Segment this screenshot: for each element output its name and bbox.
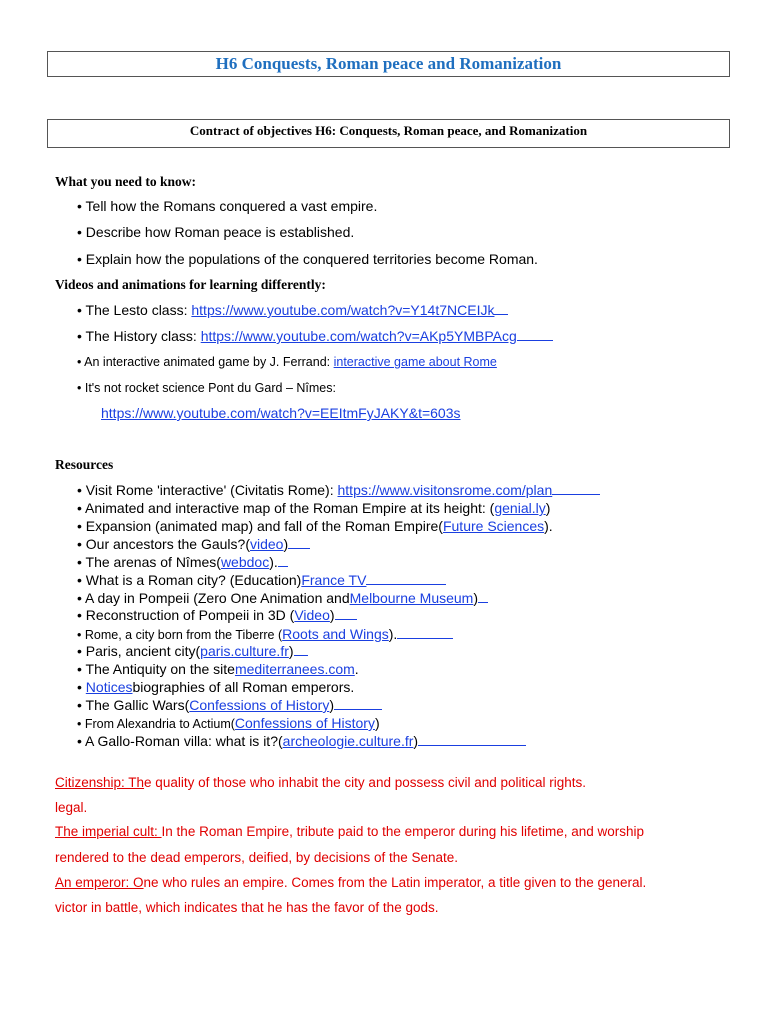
video-label: • An interactive animated game by J. Ferrand:	[77, 355, 334, 369]
resource-suffix: )	[288, 643, 294, 659]
resource-link[interactable]: Melbourne Museum	[349, 590, 474, 606]
know-item: • Explain how the populations of the conquered territories become Roman.	[77, 251, 538, 267]
link-underline	[294, 643, 308, 656]
resource-label: • A day in Pompeii (Zero One Animation and	[77, 590, 350, 606]
resource-label: • The Gallic Wars(	[77, 697, 190, 713]
game-link[interactable]: interactive game about Rome	[333, 355, 497, 369]
resource-suffix: )	[413, 733, 419, 749]
resource-item	[77, 661, 359, 677]
know-item: • Tell how the Romans conquered a vast empire.	[77, 198, 378, 214]
resource-suffix: ).	[269, 554, 278, 570]
resource-suffix: ).	[544, 518, 553, 534]
resource-suffix: .	[354, 661, 359, 677]
resource-label: • Expansion (animated map) and fall of the Roman Empire(	[77, 518, 443, 534]
resource-item	[77, 500, 550, 516]
link-underline	[552, 482, 600, 495]
resource-item	[77, 536, 310, 552]
link-underline	[517, 328, 553, 341]
lesto-link[interactable]: https://www.youtube.com/watch?v=Y14t7NCEIJk	[191, 302, 495, 318]
resource-label: • What is a Roman city? (Education)	[77, 572, 302, 588]
resource-label: • Paris, ancient city(	[77, 643, 201, 659]
definition-imperial-cult-cont: rendered to the dead emperors, deified, by decisions of the Senate.	[55, 850, 459, 865]
definition-term: An emperor: O	[55, 875, 144, 890]
link-underline	[334, 697, 382, 710]
video-item-lesto	[77, 302, 508, 318]
resource-item	[77, 697, 382, 713]
resource-item	[77, 590, 488, 606]
resource-link[interactable]: paris.culture.fr	[200, 643, 289, 659]
video-item-history	[77, 328, 553, 344]
history-link[interactable]: https://www.youtube.com/watch?v=AKp5YMBPAcg	[200, 328, 517, 344]
resource-label: • A Gallo-Roman villa: what is it?(	[77, 733, 283, 749]
link-underline	[397, 626, 453, 639]
resource-item	[77, 626, 453, 642]
link-underline	[278, 554, 288, 567]
resource-label: • From Alexandria to Actium(	[77, 717, 235, 731]
rocket-link[interactable]: https://www.youtube.com/watch?v=EEItmFyJAKY&t=603s	[101, 405, 461, 421]
link-underline	[288, 536, 310, 549]
video-label: • The History class:	[77, 328, 201, 344]
contract-title: Contract of objectives H6: Conquests, Roman peace, and Romanization	[189, 123, 588, 138]
resource-suffix: ).	[388, 626, 398, 642]
resource-item	[77, 572, 446, 588]
contract-box	[47, 119, 730, 148]
resource-link[interactable]: archeologie.culture.fr	[282, 733, 414, 749]
definition-term: The imperial cult:	[55, 824, 162, 839]
resource-label: • Rome, a city born from the Tiberre (	[77, 628, 283, 642]
link-underline	[366, 572, 446, 585]
definition-text: ne who rules an empire. Comes from the Latin imperator, a title given to the general.	[143, 875, 647, 890]
link-underline	[494, 302, 508, 315]
link-underline	[478, 590, 488, 603]
definition-citizenship	[55, 775, 586, 790]
resource-suffix: )	[473, 590, 479, 606]
resource-label: • Animated and interactive map of the Roman Empire at its height: (	[77, 500, 495, 516]
know-item: • Describe how Roman peace is established.	[77, 224, 355, 240]
definition-citizenship-cont: legal.	[55, 800, 88, 815]
definition-imperial-cult	[55, 824, 644, 839]
resource-label: • The arenas of Nîmes(	[77, 554, 221, 570]
resource-suffix: )	[329, 697, 334, 713]
resource-link[interactable]: Confessions of History	[189, 697, 330, 713]
resource-link[interactable]: https://www.visitonsrome.com/plan	[337, 482, 553, 498]
video-item-rocket: • It's not rocket science Pont du Gard – Nîmes:	[77, 381, 336, 395]
resource-link[interactable]: France TV	[301, 572, 367, 588]
resource-item	[77, 482, 600, 498]
resource-label: •	[77, 679, 86, 695]
definition-text: e quality of those who inhabit the city and possess civil and political rights.	[144, 775, 587, 790]
resource-link[interactable]: Confessions of History	[234, 715, 375, 731]
definition-emperor-cont: victor in battle, which indicates that he has the favor of the gods.	[55, 900, 439, 915]
resource-item	[77, 733, 526, 749]
resource-link[interactable]: webdoc	[220, 554, 270, 570]
link-underline	[418, 733, 526, 746]
videos-heading: Videos and animations for learning differently:	[55, 277, 326, 292]
page-title: H6 Conquests, Roman peace and Romanization	[215, 54, 562, 73]
resource-link[interactable]: genial.ly	[494, 500, 546, 516]
resource-label: • The Antiquity on the site	[77, 661, 235, 677]
resource-link[interactable]: mediterranees.com	[234, 661, 355, 677]
resource-suffix: )	[283, 536, 289, 552]
resource-suffix: )	[374, 715, 380, 731]
resource-suffix: )	[545, 500, 551, 516]
resource-item	[77, 643, 308, 659]
resource-item	[77, 518, 553, 534]
resource-item	[77, 607, 357, 623]
video-label: • The Lesto class:	[77, 302, 192, 318]
resource-label: • Our ancestors the Gauls?(	[77, 536, 250, 552]
link-underline	[335, 607, 357, 620]
resource-item	[77, 715, 380, 731]
resource-label: • Reconstruction of Pompeii in 3D (	[77, 607, 295, 623]
resource-link[interactable]: Future Sciences	[442, 518, 545, 534]
resources-heading: Resources	[55, 457, 114, 472]
resource-link[interactable]: Notices	[85, 679, 133, 695]
definition-term: Citizenship: Th	[55, 775, 145, 790]
definition-emperor	[55, 875, 646, 890]
know-heading: What you need to know:	[55, 174, 197, 189]
resource-link[interactable]: video	[249, 536, 284, 552]
resource-link[interactable]: Roots and Wings	[282, 626, 389, 642]
resource-item	[77, 554, 288, 570]
resource-suffix: )	[329, 607, 335, 623]
title-box	[47, 51, 730, 77]
resource-suffix: biographies of all Roman emperors.	[132, 679, 355, 695]
video-item-game	[77, 355, 497, 369]
resource-link[interactable]: Video	[294, 607, 330, 623]
resource-label: • Visit Rome 'interactive' (Civitatis Rome):	[77, 482, 338, 498]
definition-text: In the Roman Empire, tribute paid to the emperor during his lifetime, and worship	[161, 824, 645, 839]
resource-item	[77, 679, 354, 695]
